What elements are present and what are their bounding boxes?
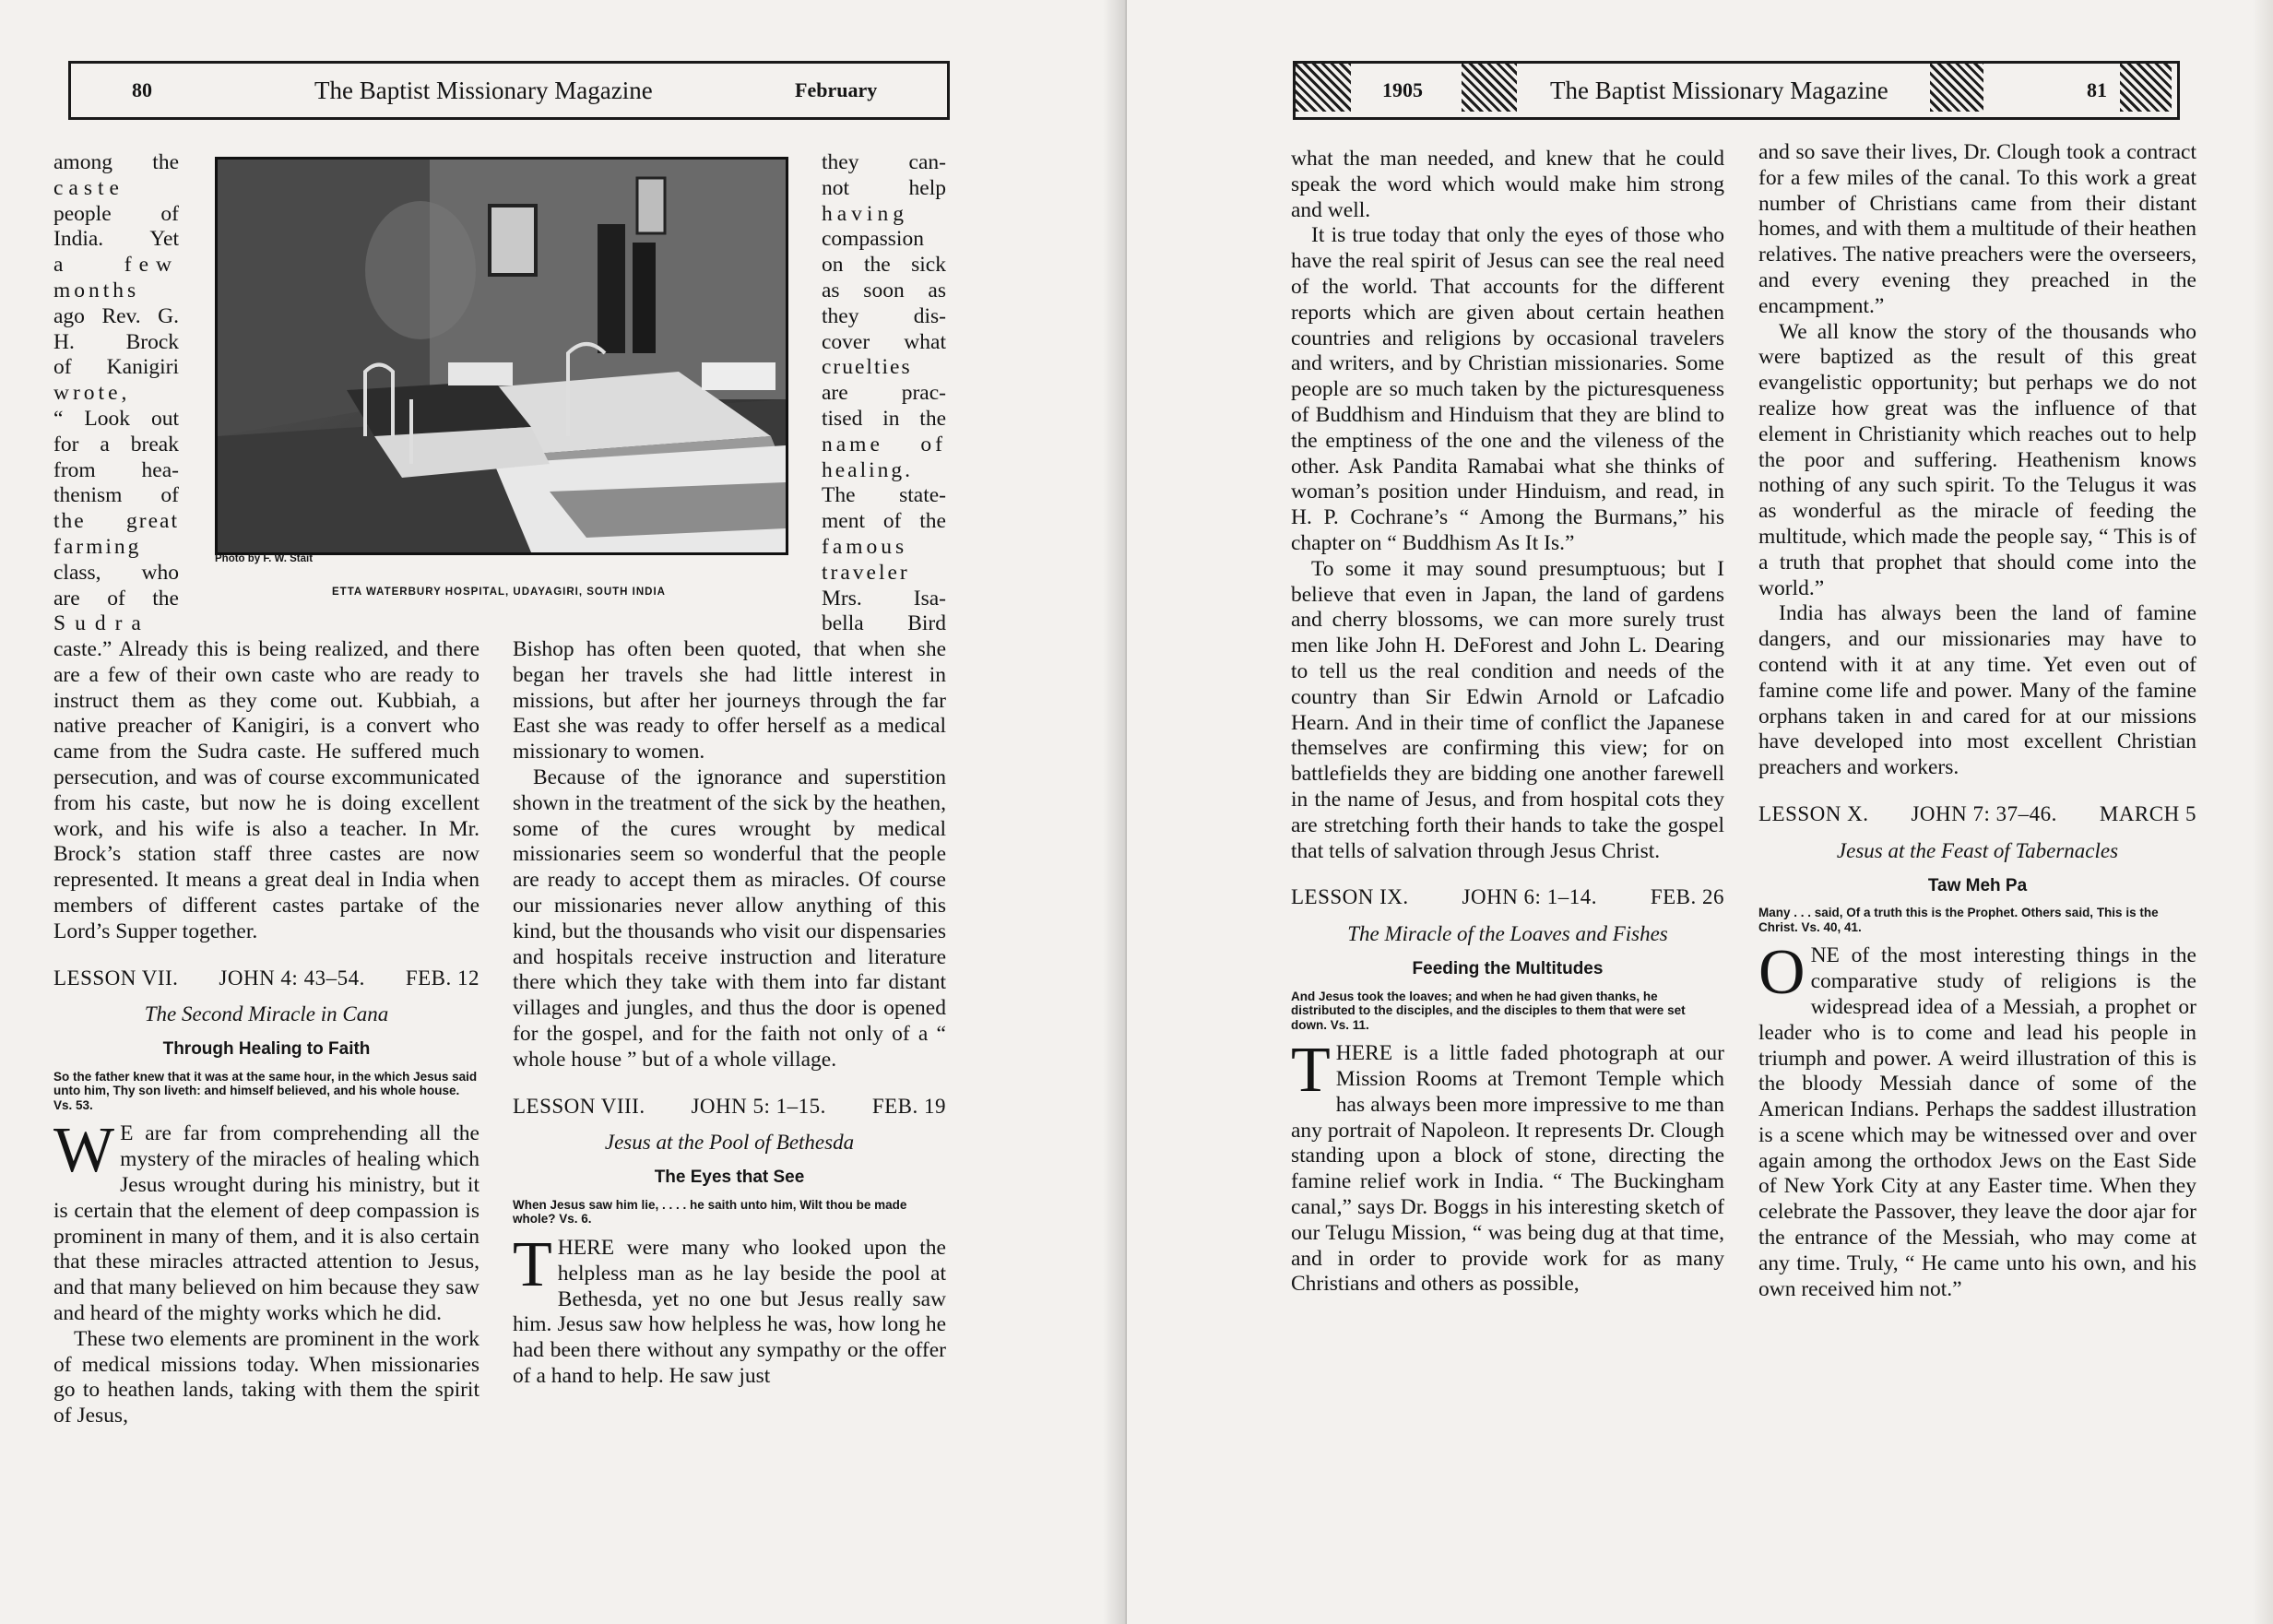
drop-cap: T (1291, 1035, 1331, 1107)
lesson-title: The Second Miracle in Cana (144, 1002, 389, 1026)
lesson-10-heading (1758, 801, 2196, 827)
wrap-line: from hea- (53, 457, 179, 482)
paragraph: Because of the ignorance and superstition shown in the treatment of the sick by the heathen, some of the cures wrought by medical missionaries seem so wonderful that the people are ready to accept them as miracles. Of course our missionaries never allow anything of this kind, but the thousands who visit our dispensaries and hospitals receive instruction and literature there which they take with them into far distant villages and jungles, and thus the door is opened for the gospel, and for the faith not only of a “ whole house ” but of a whole village. (513, 765, 946, 1072)
right-col2-text (1758, 140, 2196, 1302)
lesson-title: Jesus at the Feast of Tabernacles (1836, 838, 2119, 862)
lesson-verse: When Jesus saw him lie, . . . . he saith unto him, Wilt thou be made whole? Vs. 6. (513, 1197, 907, 1227)
paragraph-text: E are far from comprehending all the mystery of the miracles of healing which Jesus wrought during his ministry, but it is certain that the element of deep compassion is prominent in many of them, and it is also certain that these miracles attracted attention to Jesus, and that many believed on him because they saw and heard of the mighty works which he did. (53, 1121, 479, 1326)
magazine-title: The Baptist Missionary Magazine (1550, 76, 1888, 104)
wrap-line: cruelties (822, 355, 912, 380)
lesson-reference: JOHN 4: 43–54. (219, 966, 365, 990)
lesson-number: LESSON VII. (53, 966, 179, 990)
lesson-title: Jesus at the Pool of Bethesda (604, 1131, 855, 1155)
paragraph: We all know the story of the thousands who were baptized as the result of this great evangelistic opportunity; but perhaps we do not realize how great was the influence of that element in Christianity which reaches out to help the poor and suffering. Heathenism knows nothing of any such spirit. To the Telugus it was as wonderful as the miracle of feeding the multitude, which made the people say, “ This is of a truth that prophet that should come into the world.” (1758, 319, 2196, 600)
wrap-line: they dis- (822, 303, 946, 328)
lesson-subtitle: Through Healing to Faith (162, 1039, 371, 1060)
wrap-line: class, who (53, 560, 179, 585)
lesson-date: FEB. 19 (871, 1094, 946, 1118)
wrap-line: healing. (822, 457, 914, 482)
page-edge (2253, 0, 2273, 1624)
paragraph-text: HERE is a little faded photograph at our Mission Rooms at Tremont Temple which has always been more impressive to me than any portrait of Napoleon. It represents Dr. Clough standing upon a block of stone, directing the famine relief work in India. “ The Buckingham canal,” says Dr. Boggs in his interesting sketch of our Telugu Mission, “ was being dug at that time, and in order to provide work for as many Christians and others as possible, (1291, 1041, 1724, 1297)
lesson-subtitle: Taw Meh Pa (1927, 875, 2028, 895)
wrap-line: The state- (822, 483, 946, 508)
left-col1-text (53, 637, 479, 1429)
ornament-icon (1296, 64, 1351, 112)
ornament-icon (2120, 64, 2172, 112)
paragraph: It is true today that only the eyes of those who have the real spirit of Jesus can see the real need of the world. That accounts for the different reports which are given about certain heathen countries and religions by occasional travelers and writers, and by Christian missionaries. Some people are so much taken by the picturesqueness of Buddhism and Hinduism that they are blind to the emptiness of the one and the vileness of the other. Ask Pandita Ramabai what she thinks of woman’s position under Hinduism, and read, in H. P. Cochrane’s “ Among the Burmans,” his chapter on “ Buddhism As It Is.” (1291, 223, 1724, 555)
left-col2-text (513, 637, 946, 1390)
wrap-line: farming (53, 534, 142, 559)
right-col1-text (1291, 147, 1724, 1298)
wrap-line: H. Brock (53, 329, 179, 354)
magazine-title: The Baptist Missionary Magazine (314, 76, 653, 104)
lesson-verse: And Jesus took the loaves; and when he had given thanks, he distributed to the disciples, and the disciples to them that were set down. Vs. 11. (1291, 989, 1686, 1032)
lesson-number: LESSON IX. (1291, 885, 1409, 909)
hospital-photo (215, 157, 788, 555)
lesson-reference: JOHN 5: 1–15. (691, 1094, 826, 1118)
lesson-date: FEB. 12 (405, 966, 479, 990)
lesson-verse: Many . . . said, Of a truth this is the Prophet. Others said, This is the Christ. Vs. 40, 41. (1758, 906, 2159, 934)
paragraph: caste.” Already this is being realized, and there are a few of their own caste who are ready to instruct them as they come out. Kubbiah, a native preacher of Kanigiri, is a convert who came from the Sudra caste. He suffered much persecution, and was of course excommunicated from his caste, but now he is doing excellent work, and his wife is also a teacher. In Mr. Brock’s station staff three castes are now represented. It means a great deal in India when members of different castes partake of the Lord’s Supper together. (53, 637, 479, 943)
lesson-date: MARCH 5 (2099, 801, 2196, 825)
wrap-line: compassion (822, 227, 924, 252)
lesson-7-heading (53, 966, 479, 991)
left-page-header (68, 61, 950, 120)
wrap-line: wrote, (53, 381, 131, 406)
paragraph: Bishop has often been quoted, that when she began her travels she had little interest in missions, but after her journeys through the far East she was ready to offer herself as a medical missionary to women. (513, 637, 946, 765)
left-col1-wrap-text (53, 150, 179, 637)
lesson-number: LESSON VIII. (513, 1094, 645, 1118)
lesson-9-heading (1291, 884, 1724, 910)
wrap-line: are prac- (822, 381, 946, 406)
paragraph-text: HERE were many who looked upon the helpless man as he lay beside the pool at Bethesda, yet no one but Jesus really saw him. Jesus saw how helpless he was, how long he had been there without any sympathy or the offer of a hand to help. He saw just (513, 1235, 946, 1388)
lesson-8-heading (513, 1094, 946, 1120)
paragraph: and so save their lives, Dr. Clough took a contract for a few miles of the canal. To this work a great number of Christians came from their distant homes, and with them a multitude of their heathen relatives. The native preachers were the overseers, and every evening they preached in the encampment.” (1758, 140, 2196, 318)
page-number: 80 (132, 78, 152, 101)
paragraph: To some it may sound presumptuous; but I believe that even in Japan, the land of gardens and cherry blossoms, we can more surely trust men like John H. DeForest and John L. Dearing to tell us the real condition and needs of the country than Sir Edwin Arnold or Lafcadio Hearn. And in their time of conflict the Japanese themselves are confirming this view; for on battlefields they are bidding one another farewell in the name of Jesus, and from hospital cots they are stretching forth their hands to take the gospel that tells of salvation through Jesus Christ. (1291, 556, 1724, 863)
wrap-line: ment of the (822, 509, 946, 534)
paragraph: India has always been the land of famine dangers, and our missionaries may have to contend with it at any time. Yet even out of famine come life and power. Many of the famine orphans taken in and cared for at our missions have developed into most excellent Christian preachers and workers. (1758, 601, 2196, 780)
page-number: 81 (2087, 78, 2107, 101)
issue-year: 1905 (1382, 78, 1423, 101)
ornament-icon (1462, 64, 1517, 112)
wrap-line: as soon as (822, 278, 946, 302)
paragraph (1758, 937, 2196, 1302)
drop-cap: T (513, 1228, 552, 1300)
paragraph: These two elements are prominent in the work of medical missions today. When missionaries go to heathen lands, taking with them the spirit of Jesus, (53, 1326, 479, 1428)
wrap-line: ago Rev. G. (53, 303, 179, 328)
wrap-line: “ Look out (53, 406, 179, 431)
lesson-subtitle: The Eyes that See (654, 1168, 805, 1188)
wrap-line: cover what (822, 329, 946, 354)
wrap-line: for a break (53, 432, 179, 456)
issue-month: February (795, 78, 878, 101)
wrap-line: are of the (53, 586, 179, 610)
wrap-line: having (822, 201, 908, 226)
drop-cap: W (53, 1115, 115, 1187)
wrap-line: they can- (822, 150, 946, 174)
paragraph: what the man needed, and knew that he could speak the word which would make him strong and well. (1291, 147, 1724, 222)
ornament-icon (1930, 64, 1983, 112)
lesson-subtitle: Feeding the Multitudes (1412, 958, 1604, 978)
wrap-line: a few (53, 253, 179, 278)
photo-caption: ETTA WATERBURY HOSPITAL, UDAYAGIRI, SOUTH INDIA (332, 587, 666, 598)
wrap-line: among the (53, 150, 179, 174)
drop-cap: O (1758, 937, 1805, 1009)
paragraph (1291, 1035, 1724, 1298)
wrap-line: caste (53, 175, 124, 200)
wrap-line: not help (822, 175, 946, 200)
wrap-line: Sudra (53, 611, 150, 636)
lesson-title: The Miracle of the Loaves and Fishes (1347, 922, 1668, 946)
wrap-line: tised in the (822, 406, 946, 431)
wrap-line: on the sick (822, 253, 946, 278)
wrap-line: famous (822, 534, 908, 559)
wrap-line: traveler (822, 560, 910, 585)
wrap-line: India. Yet (53, 227, 179, 252)
lesson-reference: JOHN 6: 1–14. (1462, 885, 1597, 909)
left-col2-wrap-text (822, 150, 946, 637)
paragraph (53, 1115, 479, 1326)
wrap-line: name of (822, 432, 946, 456)
wrap-line: of Kanigiri (53, 355, 179, 380)
paragraph-text: NE of the most interesting things in the comparative study of religions is the widespread idea of a Messiah, a prophet or leader who is to come and lead his people in triumph and power. A weird illustration of this is the bloody Messiah dance of some of the American Indians. Perhaps the saddest illustration is a scene which may be witnessed over and over again among the orthodox Jews on the East Side of New York City at any Easter time. When they celebrate the Passover, they leave the door ajar for the entrance of the Messiah, who may come at any time. Truly, “ He came unto his own, and his own received him not.” (1758, 943, 2196, 1301)
hospital-ward-image (218, 160, 786, 552)
right-page-header (1293, 61, 2180, 120)
wrap-line: bella Bird (822, 611, 946, 636)
wrap-line: thenism of (53, 483, 179, 508)
photo-credit: Photo by F. W. Stait (215, 553, 314, 564)
left-page (0, 0, 1127, 1624)
wrap-line: the great (53, 509, 179, 534)
lesson-number: LESSON X. (1758, 801, 1869, 825)
lesson-date: FEB. 26 (1650, 885, 1724, 909)
wrap-line: months (53, 278, 140, 302)
lesson-reference: JOHN 7: 37–46. (1911, 801, 2057, 825)
wrap-line: Mrs. Isa- (822, 586, 946, 610)
paragraph (513, 1228, 946, 1390)
lesson-verse: So the father knew that it was at the same hour, in the which Jesus said unto him, Thy son liveth: and himself believed, and his whole house. Vs. 53. (53, 1069, 478, 1112)
wrap-line: people of (53, 201, 179, 226)
